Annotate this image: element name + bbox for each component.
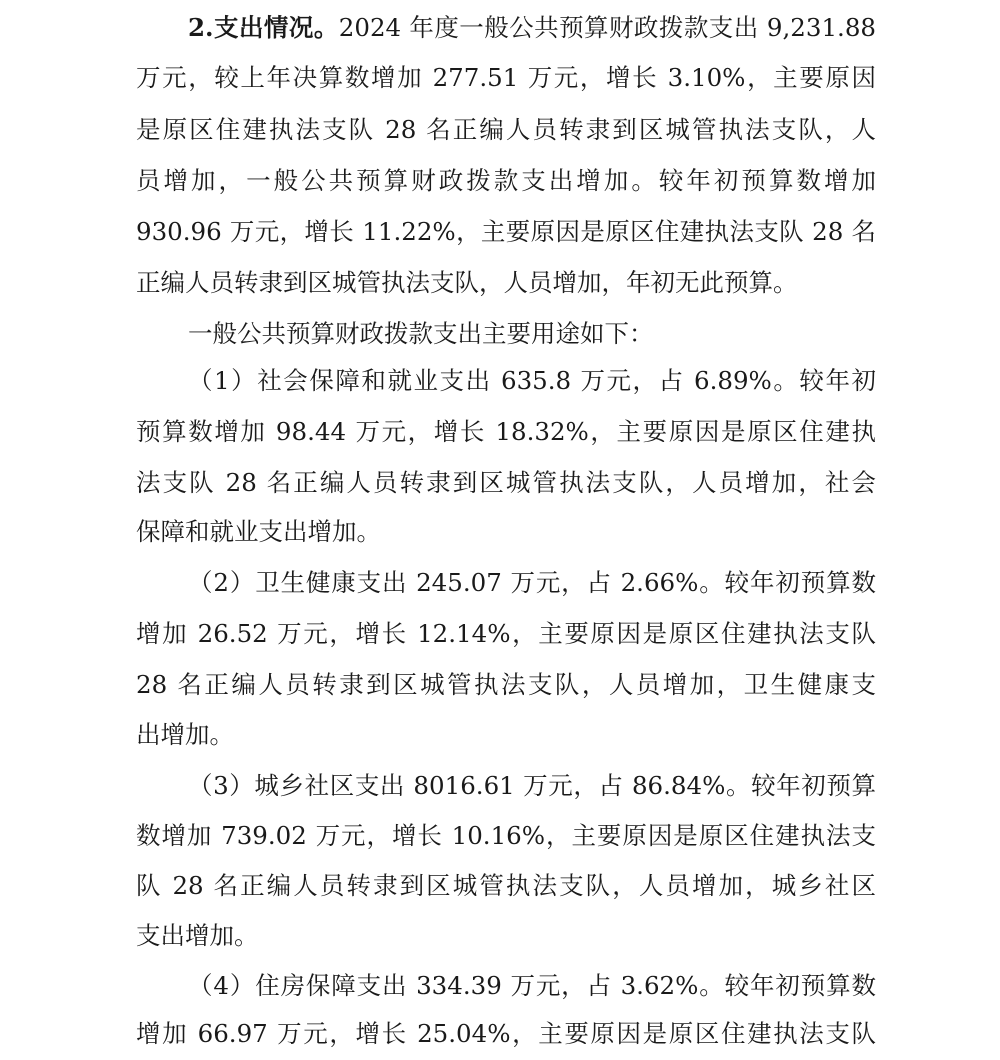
text-line: 预算数增加 98.44 万元，增长 18.32%，主要原因是原区住建执 bbox=[136, 417, 876, 446]
text-line: （3）城乡社区支出 8016.61 万元，占 86.84%。较年初预算 bbox=[188, 771, 876, 800]
text-line: 28 名正编人员转隶到区城管执法支队，人员增加，卫生健康支 bbox=[136, 670, 876, 699]
text-line: 是原区住建执法支队 28 名正编人员转隶到区城管执法支队，人 bbox=[136, 115, 876, 144]
text-line: 930.96 万元，增长 11.22%，主要原因是原区住建执法支队 28 名 bbox=[136, 217, 876, 246]
text-line: 支出增加。 bbox=[136, 921, 259, 950]
text-line: 员增加，一般公共预算财政拨款支出增加。较年初预算数增加 bbox=[136, 166, 876, 195]
text-line: 法支队 28 名正编人员转隶到区城管执法支队，人员增加，社会 bbox=[136, 468, 876, 497]
text-line: 出增加。 bbox=[136, 720, 234, 749]
text-line: 正编人员转隶到区城管执法支队，人员增加，年初无此预算。 bbox=[136, 268, 798, 297]
text-line bbox=[188, 2, 876, 54]
text-line: （4）住房保障支出 334.39 万元，占 3.62%。较年初预算数 bbox=[188, 971, 876, 1000]
text-line: 增加 26.52 万元，增长 12.14%，主要原因是原区住建执法支队 bbox=[136, 619, 876, 648]
text-line: 万元，较上年决算数增加 277.51 万元，增长 3.10%，主要原因 bbox=[136, 63, 876, 92]
line-text: 2024 年度一般公共预算财政拨款支出 9,231.88 bbox=[338, 13, 877, 42]
text-line: 保障和就业支出增加。 bbox=[136, 517, 381, 546]
section-heading: 2.支出情况。 bbox=[188, 13, 339, 42]
text-line: （2）卫生健康支出 245.07 万元，占 2.66%。较年初预算数 bbox=[188, 568, 876, 597]
text-line: 队 28 名正编人员转隶到区城管执法支队，人员增加，城乡社区 bbox=[136, 871, 876, 900]
text-line: 增加 66.97 万元，增长 25.04%，主要原因是原区住建执法支队 bbox=[136, 1019, 876, 1048]
text-line: 数增加 739.02 万元，增长 10.16%，主要原因是原区住建执法支 bbox=[136, 821, 876, 850]
text-line: 一般公共预算财政拨款支出主要用途如下： bbox=[188, 319, 654, 348]
text-line: （1）社会保障和就业支出 635.8 万元，占 6.89%。较年初 bbox=[188, 366, 876, 395]
